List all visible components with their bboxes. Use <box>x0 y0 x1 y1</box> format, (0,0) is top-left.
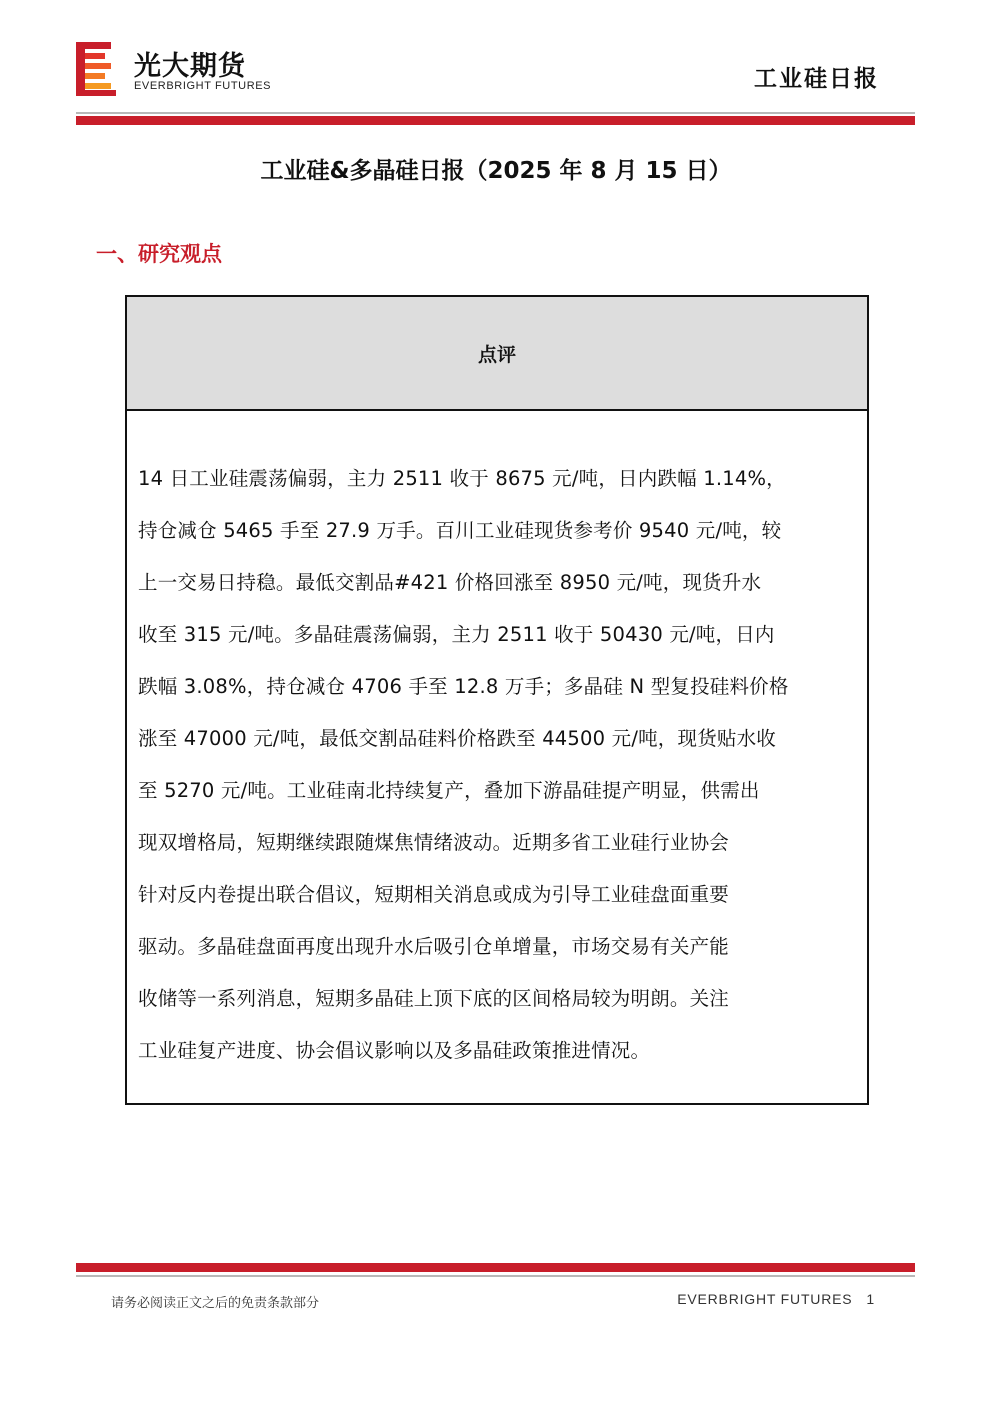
commentary-line: 跌幅 3.08%，持仓减仓 4706 手至 12.8 万手；多晶硅 N 型复投硅料价格 <box>138 675 789 698</box>
footer-disclaimer: 请务必阅读正文之后的免责条款部分 <box>111 1296 320 1311</box>
company-logo <box>76 42 286 98</box>
everbright-logo-icon <box>76 42 116 96</box>
header-divider-grey <box>76 112 915 114</box>
logo-english-name: EVERBRIGHT FUTURES <box>134 80 272 92</box>
footer-brand: EVERBRIGHT FUTURES <box>677 1291 853 1307</box>
commentary-line: 涨至 47000 元/吨，最低交割品硅料价格跌至 44500 元/吨，现货贴水收 <box>138 727 776 750</box>
commentary-line: 14 日工业硅震荡偏弱，主力 2511 收于 8675 元/吨，日内跌幅 1.14%， <box>138 467 786 490</box>
commentary-header-label: 点评 <box>477 343 516 366</box>
header-divider-red <box>76 116 915 125</box>
commentary-line: 至 5270 元/吨。工业硅南北持续复产，叠加下游晶硅提产明显，供需出 <box>138 779 760 802</box>
commentary-line: 驱动。多晶硅盘面再度出现升水后吸引仓单增量，市场交易有关产能 <box>138 935 730 958</box>
commentary-line: 针对反内卷提出联合倡议，短期相关消息或成为引导工业硅盘面重要 <box>138 883 730 906</box>
commentary-line: 持仓减仓 5465 手至 27.9 万手。百川工业硅现货参考价 9540 元/吨，较 <box>138 519 782 542</box>
footer-divider-red <box>76 1263 915 1272</box>
commentary-line: 收至 315 元/吨。多晶硅震荡偏弱，主力 2511 收于 50430 元/吨，日内 <box>138 623 775 646</box>
commentary-panel <box>125 295 869 1105</box>
commentary-body <box>127 411 867 1077</box>
commentary-line: 收储等一系列消息，短期多晶硅上顶下底的区间格局较为明朗。关注 <box>138 987 730 1010</box>
document-title: 工业硅&多晶硅日报（2025 年 8 月 15 日） <box>260 158 732 184</box>
footer-divider-grey <box>76 1275 915 1277</box>
commentary-panel-header <box>127 297 867 411</box>
section-heading: 一、研究观点 <box>96 242 222 266</box>
commentary-line: 现双增格局，短期继续跟随煤焦情绪波动。近期多省工业硅行业协会 <box>138 831 730 854</box>
footer-brand-block <box>677 1291 875 1307</box>
page-number: 1 <box>866 1291 875 1307</box>
logo-chinese-name: 光大期货 <box>134 51 246 82</box>
report-type-label: 工业硅日报 <box>754 66 879 92</box>
commentary-line: 上一交易日持稳。最低交割品#421 价格回涨至 8950 元/吨，现货升水 <box>138 571 762 594</box>
commentary-line: 工业硅复产进度、协会倡议影响以及多晶硅政策推进情况。 <box>138 1039 651 1062</box>
